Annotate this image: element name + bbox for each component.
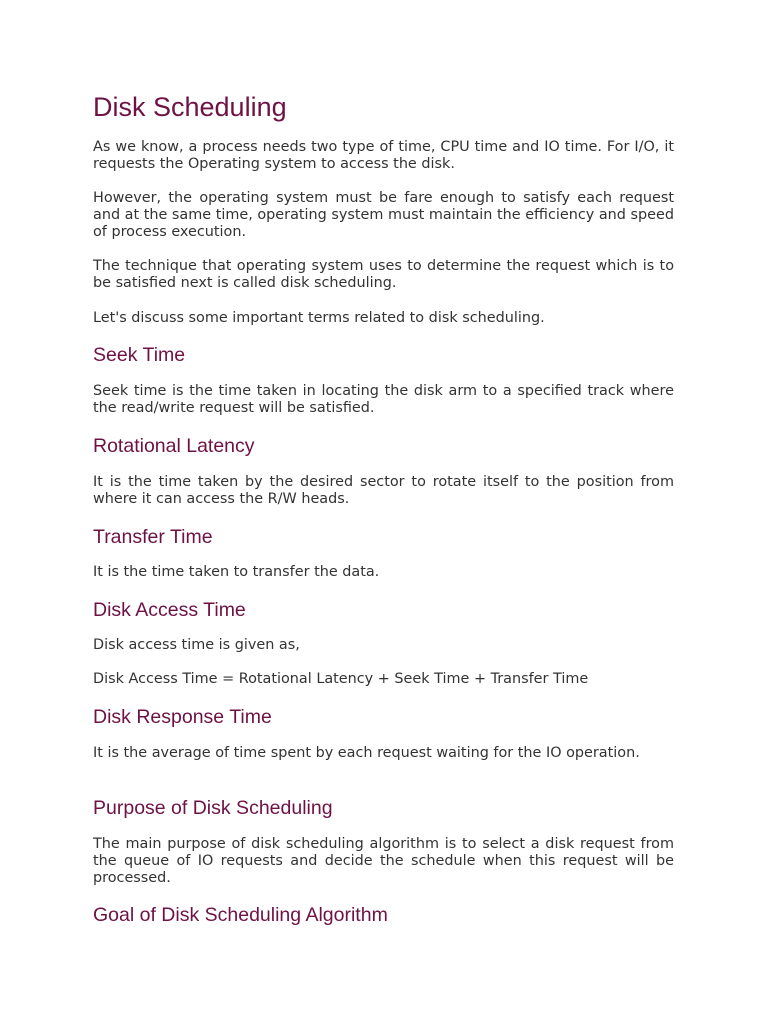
intro-paragraph-2: However, the operating system must be fare enough to satisfy each request and at the same time, operating system must maintain the efficiency and speed of process execution. [93, 190, 674, 240]
section-heading-transfer-time: Transfer Time [93, 526, 213, 548]
page-title: Disk Scheduling [93, 92, 287, 122]
section-paragraph-transfer-time: It is the time taken to transfer the data. [93, 564, 380, 580]
section-heading-disk-response-time: Disk Response Time [93, 706, 272, 728]
intro-paragraph-3: The technique that operating system uses to determine the request which is to be satisfied next is called disk scheduling. [93, 258, 674, 291]
section-paragraph-disk-access-time-1: Disk access time is given as, [93, 637, 300, 653]
intro-paragraph-4: Let's discuss some important terms related to disk scheduling. [93, 310, 545, 326]
section-paragraph-disk-response-time: It is the average of time spent by each request waiting for the IO operation. [93, 745, 640, 761]
intro-paragraph-1: As we know, a process needs two type of time, CPU time and IO time. For I/O, it requests the Operating system to access the disk. [93, 139, 674, 172]
section-heading-purpose: Purpose of Disk Scheduling [93, 797, 333, 819]
section-heading-disk-access-time: Disk Access Time [93, 599, 246, 621]
section-paragraph-purpose: The main purpose of disk scheduling algorithm is to select a disk request from the queue of IO requests and decide the schedule when this request will be processed. [93, 836, 674, 886]
section-heading-seek-time: Seek Time [93, 344, 186, 366]
section-paragraph-rotational-latency: It is the time taken by the desired sector to rotate itself to the position from where it can access the R/W heads. [93, 474, 674, 507]
section-heading-goal: Goal of Disk Scheduling Algorithm [93, 904, 388, 926]
section-heading-rotational-latency: Rotational Latency [93, 435, 255, 457]
section-formula-disk-access-time: Disk Access Time = Rotational Latency + Seek Time + Transfer Time [93, 671, 589, 687]
section-paragraph-seek-time: Seek time is the time taken in locating the disk arm to a specified track where the read/write request will be satisfied. [93, 383, 674, 416]
